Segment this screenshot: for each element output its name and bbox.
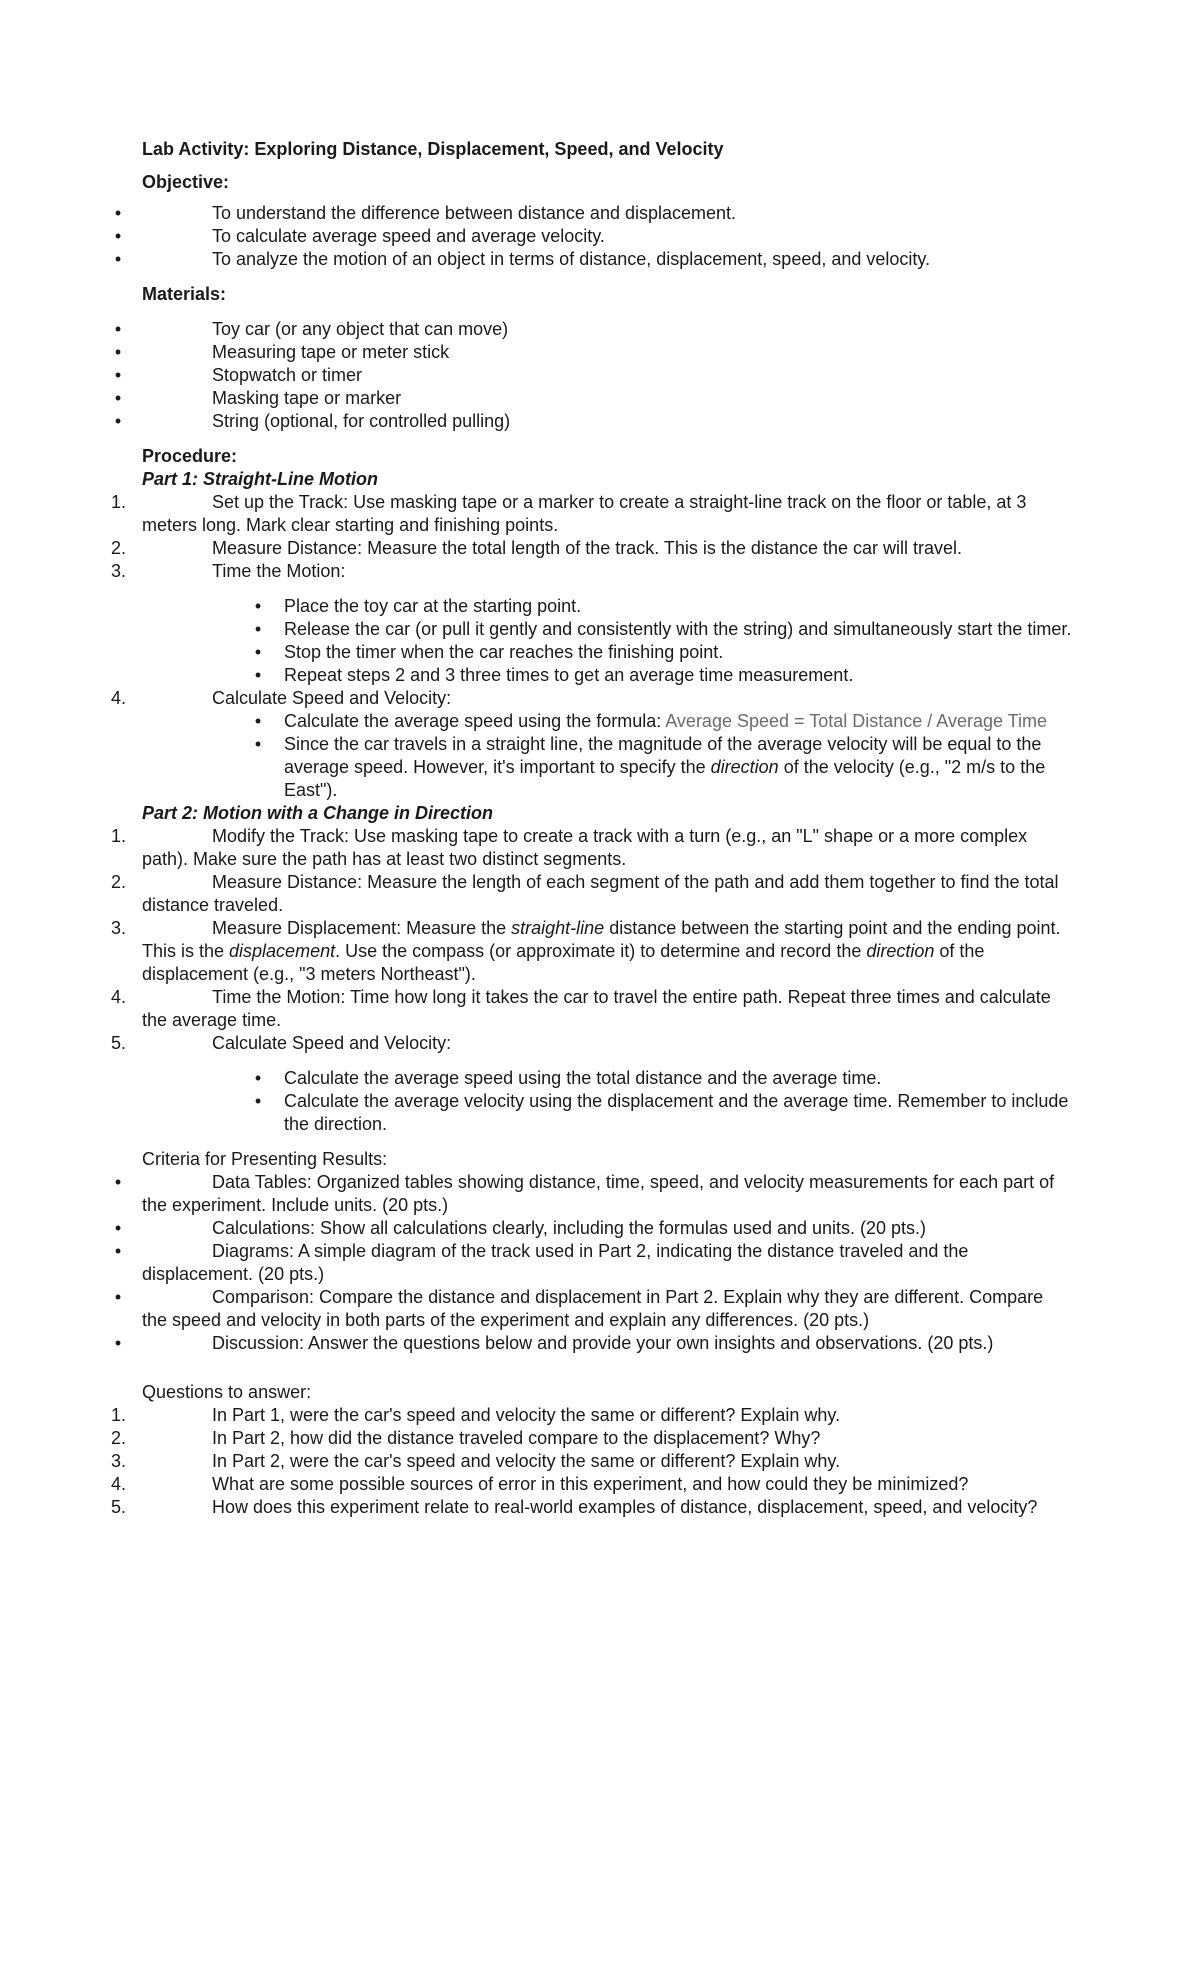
bullet-icon: •: [254, 734, 262, 754]
bullet-icon: •: [114, 1172, 122, 1192]
list-item: • Calculate the average velocity using the displacement and the average time. Remember to include the direction.: [142, 1090, 1072, 1136]
materials-heading: Materials:: [142, 284, 227, 304]
bullet-icon: •: [114, 388, 122, 408]
list-item: • Comparison: Compare the distance and displacement in Part 2. Explain why they are different. Compare the speed and velocity in both parts of the experiment and explain any differences. (20 pts.): [142, 1286, 1072, 1332]
list-item: • Calculate the average speed using the total distance and the average time.: [142, 1067, 1072, 1090]
procedure-step: 4. Calculate Speed and Velocity:: [110, 688, 452, 708]
bullet-icon: •: [254, 619, 262, 639]
questions-heading: Questions to answer:: [142, 1382, 312, 1402]
procedure-step: 3. Time the Motion:: [110, 561, 346, 581]
bullet-icon: •: [114, 203, 122, 223]
bullet-icon: •: [114, 319, 122, 339]
procedure-step: 1. Modify the Track: Use masking tape to create a track with a turn (e.g., an "L" shape or a more complex path). Make sure the path has at least two distinct segments.: [110, 826, 1028, 869]
document-title: Lab Activity: Exploring Distance, Displacement, Speed, and Velocity: [142, 139, 724, 159]
bullet-icon: •: [114, 226, 122, 246]
part2-heading: Part 2: Motion with a Change in Direction: [142, 803, 494, 823]
step3-sublist: [142, 595, 1072, 687]
list-item: • Release the car (or pull it gently and consistently with the string) and simultaneously start the timer.: [142, 618, 1072, 641]
list-item: • Calculations: Show all calculations clearly, including the formulas used and units. (20 pts.): [142, 1217, 1072, 1240]
bullet-icon: •: [114, 1241, 122, 1261]
part1-heading: Part 1: Straight-Line Motion: [142, 469, 378, 489]
bullet-icon: •: [114, 411, 122, 431]
list-item: • Place the toy car at the starting point.: [142, 595, 1072, 618]
materials-list: [114, 318, 1072, 433]
list-item: • Stop the timer when the car reaches the finishing point.: [142, 641, 1072, 664]
list-item: • Data Tables: Organized tables showing distance, time, speed, and velocity measurements for each part of the experiment. Include units. (20 pts.): [142, 1171, 1072, 1217]
procedure-heading: Procedure:: [142, 446, 238, 466]
list-item: • To understand the difference between distance and displacement.: [142, 202, 1072, 225]
procedure-step: 4. Time the Motion: Time how long it takes the car to travel the entire path. Repeat three times and calculate the average time.: [110, 987, 1051, 1030]
list-item: • To calculate average speed and average velocity.: [142, 225, 1072, 248]
list-item: • String (optional, for controlled pulling): [142, 410, 1072, 433]
bullet-icon: •: [114, 365, 122, 385]
list-item: • Since the car travels in a straight line, the magnitude of the average velocity will be equal to the average speed. However, it's important to specify the direction of the velocity (e.g., "2 m/s to the East").: [142, 733, 1072, 802]
list-item: 5. How does this experiment relate to real-world examples of distance, displacement, speed, and velocity?: [110, 1497, 1038, 1517]
list-item: • Toy car (or any object that can move): [142, 318, 1072, 341]
bullet-icon: •: [254, 711, 262, 731]
list-item: • Repeat steps 2 and 3 three times to get an average time measurement.: [142, 664, 1072, 687]
bullet-icon: •: [254, 1068, 262, 1088]
criteria-list: [114, 1171, 1072, 1355]
bullet-icon: •: [114, 1218, 122, 1238]
list-item: • Masking tape or marker: [142, 387, 1072, 410]
bullet-icon: •: [254, 642, 262, 662]
list-item: 4. What are some possible sources of error in this experiment, and how could they be minimized?: [110, 1474, 969, 1494]
step4-sublist: [142, 710, 1072, 802]
document-body: [110, 138, 1072, 1519]
bullet-icon: •: [114, 249, 122, 269]
procedure-step: 5. Calculate Speed and Velocity:: [110, 1033, 452, 1053]
list-item: • Stopwatch or timer: [142, 364, 1072, 387]
procedure-step: 2. Measure Distance: Measure the length of each segment of the path and add them together to find the total distance traveled.: [110, 872, 1059, 915]
list-item: 3. In Part 2, were the car's speed and velocity the same or different? Explain why.: [110, 1451, 841, 1471]
part2-step5-sublist: [142, 1067, 1072, 1136]
procedure-step: 2. Measure Distance: Measure the total length of the track. This is the distance the car will travel.: [110, 538, 963, 558]
procedure-step: 3. Measure Displacement: Measure the straight-line distance between the starting point and the ending point. This is the displacement. Use the compass (or approximate it) to determine and record the direction of the displacement (e.g., "3 meters Northeast").: [110, 918, 1061, 984]
criteria-heading: Criteria for Presenting Results:: [142, 1149, 388, 1169]
bullet-icon: •: [114, 342, 122, 362]
speed-formula: Average Speed = Total Distance / Average Time: [665, 711, 1047, 731]
list-item: 1. In Part 1, were the car's speed and velocity the same or different? Explain why.: [110, 1405, 841, 1425]
list-item: 2. In Part 2, how did the distance traveled compare to the displacement? Why?: [110, 1428, 821, 1448]
bullet-icon: •: [254, 665, 262, 685]
bullet-icon: •: [114, 1333, 122, 1353]
procedure-step: 1. Set up the Track: Use masking tape or a marker to create a straight-line track on the floor or table, at 3 meters long. Mark clear starting and finishing points.: [110, 492, 1027, 535]
list-item: • Calculate the average speed using the formula: Average Speed = Total Distance / Average Time: [142, 710, 1072, 733]
questions-list: [110, 1404, 1072, 1519]
objective-list: [114, 202, 1072, 271]
list-item: • Diagrams: A simple diagram of the track used in Part 2, indicating the distance traveled and the displacement. (20 pts.): [142, 1240, 1072, 1286]
list-item: • To analyze the motion of an object in terms of distance, displacement, speed, and velocity.: [142, 248, 1072, 271]
list-item: • Measuring tape or meter stick: [142, 341, 1072, 364]
bullet-icon: •: [114, 1287, 122, 1307]
bullet-icon: •: [254, 596, 262, 616]
bullet-icon: •: [254, 1091, 262, 1111]
list-item: • Discussion: Answer the questions below and provide your own insights and observations. (20 pts.): [142, 1332, 1072, 1355]
objective-heading: Objective:: [142, 172, 230, 192]
